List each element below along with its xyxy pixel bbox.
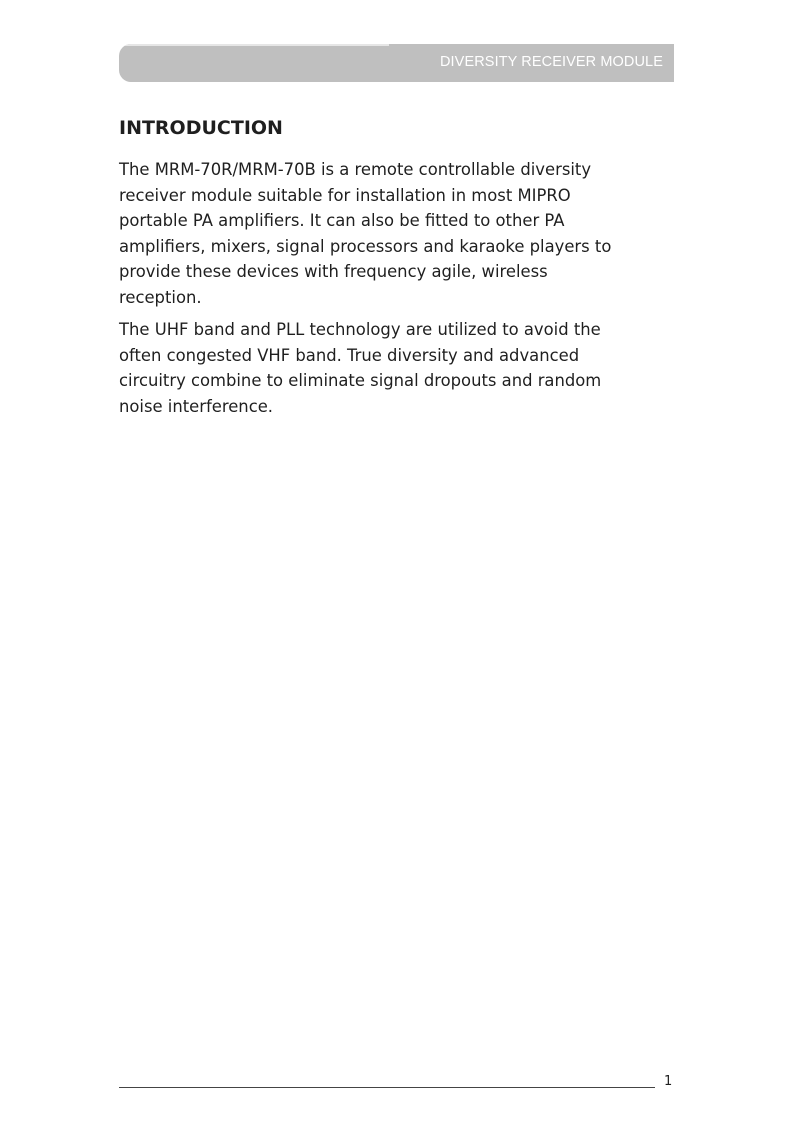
paragraph-line: amplifiers, mixers, signal processors and karaoke players to [119,236,612,256]
intro-paragraph-2 [119,317,669,419]
paragraph-line: receiver module suitable for installation in most MIPRO [119,185,571,205]
paragraph-line: provide these devices with frequency agile, wireless [119,262,548,282]
footer-divider [119,1087,655,1088]
running-header-title: DIVERSITY RECEIVER MODULE [439,54,663,70]
paragraph-line: reception. [119,287,202,307]
section-heading: INTRODUCTION [119,117,283,139]
paragraph-line: often congested VHF band. True diversity and advanced [119,345,580,365]
paragraph-line: circuitry combine to eliminate signal dropouts and random [119,371,602,391]
paragraph-line: The UHF band and PLL technology are utilized to avoid the [119,320,601,339]
intro-paragraph-1 [119,157,669,311]
page-number: 1 [664,1074,673,1089]
paragraph-line: The MRM-70R/MRM-70B is a remote controllable diversity [119,160,592,179]
paragraph-line: noise interference. [119,396,274,416]
paragraph-line: portable PA amplifiers. It can also be fitted to other PA [119,211,565,231]
header-highlight-strip [119,44,389,46]
running-header-bar [119,44,674,82]
